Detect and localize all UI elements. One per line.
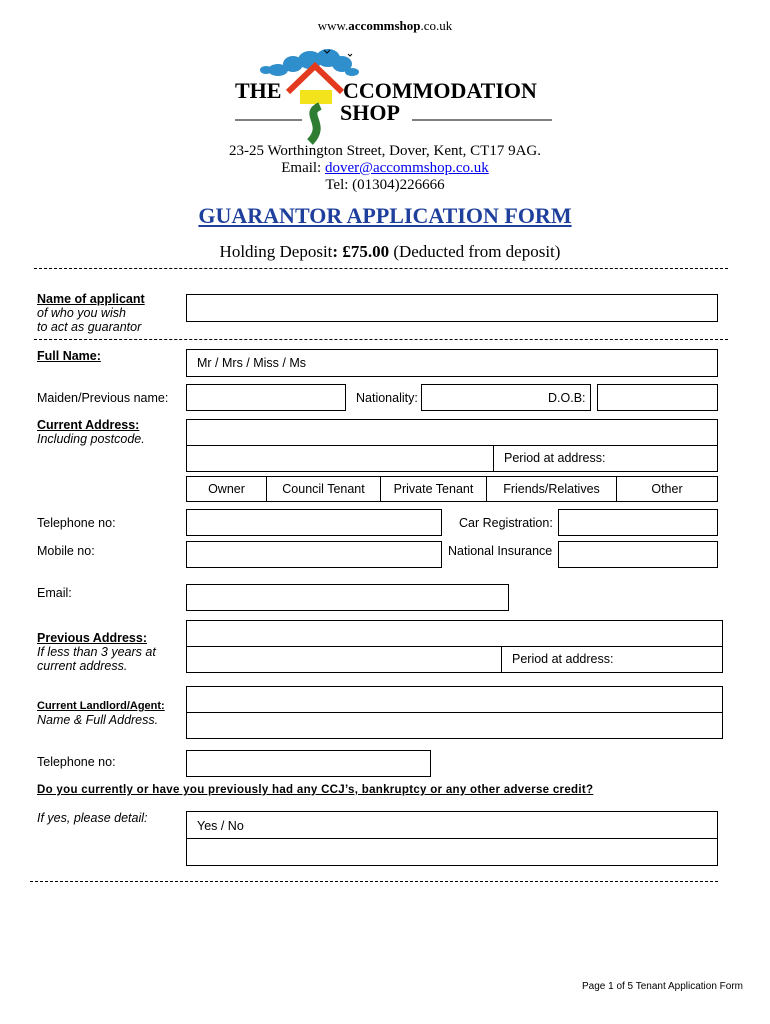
nationality-label: Nationality:: [356, 391, 418, 405]
telephone-input[interactable]: [186, 509, 442, 536]
email-label: Email:: [281, 160, 325, 176]
deposit-label: Holding Deposit: [219, 242, 333, 261]
tel-label: Tel:: [325, 177, 353, 193]
company-email-link[interactable]: dover@accommshop.co.uk: [324, 160, 489, 176]
website-url: [0, 18, 770, 34]
previous-period-label: Period at address:: [501, 646, 613, 673]
tenure-options: [186, 476, 718, 502]
applicant-name-label: Name of applicant: [37, 292, 145, 306]
ccj-question: Do you currently or have you previously had any CCJ’s, bankruptcy or any other adverse credit?: [37, 784, 594, 796]
divider-top: [34, 268, 728, 269]
current-period-label: Period at address:: [493, 445, 605, 472]
dob-label: D.O.B:: [548, 391, 586, 405]
maiden-name-label: Maiden/Previous name:: [37, 391, 169, 405]
company-tel: (01304)226666: [352, 177, 445, 193]
current-address-sub: Including postcode.: [37, 432, 145, 446]
ccj-detail-label: If yes, please detail:: [37, 811, 148, 825]
car-registration-input[interactable]: [558, 509, 718, 536]
full-name-prefill: Mr / Mrs / Miss / Ms: [197, 356, 307, 370]
company-logo: [230, 48, 560, 148]
page-footer: Page 1 of 5 Tenant Application Form: [581, 981, 743, 992]
current-address-input-line2[interactable]: [186, 445, 718, 472]
tenure-option-council[interactable]: [267, 477, 381, 501]
deposit-colon: :: [332, 242, 343, 261]
holding-deposit: [0, 242, 770, 262]
national-insurance-label: National Insurance: [448, 544, 553, 558]
maiden-name-input[interactable]: [186, 384, 346, 411]
previous-address-input-line1[interactable]: [186, 620, 723, 647]
email-input[interactable]: [186, 584, 509, 611]
logo-text-ccommodation: CCOMMODATION: [343, 78, 537, 103]
company-tel-line: [0, 177, 770, 194]
tenure-option-council-label: Council Tenant: [282, 482, 365, 496]
tenure-option-other-label: Other: [651, 482, 683, 496]
ccj-detail-input[interactable]: [186, 838, 718, 866]
telephone-label: Telephone no:: [37, 516, 116, 530]
tenure-option-friends[interactable]: [487, 477, 617, 501]
landlord-input-line1[interactable]: [186, 686, 723, 713]
tenure-option-owner-label: Owner: [208, 482, 245, 496]
divider-applicant: [34, 339, 728, 340]
full-name-label: Full Name:: [37, 349, 101, 363]
tenure-option-owner[interactable]: [187, 477, 267, 501]
website-suffix: .co.uk: [420, 18, 453, 33]
landlord-telephone-label: Telephone no:: [37, 755, 116, 769]
previous-address-input-line2[interactable]: [186, 646, 723, 673]
national-insurance-input[interactable]: [558, 541, 718, 568]
tenure-option-private-label: Private Tenant: [393, 482, 474, 496]
contact-block: [0, 143, 770, 194]
tenure-option-friends-label: Friends/Relatives: [503, 482, 600, 496]
website-domain: accommshop: [348, 18, 421, 33]
mobile-input[interactable]: [186, 541, 442, 568]
mobile-label: Mobile no:: [37, 544, 95, 558]
dob-input[interactable]: [597, 384, 718, 411]
tenure-option-other[interactable]: [617, 477, 717, 501]
full-name-input[interactable]: [186, 349, 718, 377]
previous-address-sub1: If less than 3 years at: [37, 645, 156, 659]
car-registration-label: Car Registration:: [459, 516, 553, 530]
applicant-name-sub1: of who you wish: [37, 306, 126, 320]
current-address-label: Current Address:: [37, 418, 140, 432]
previous-address-sub2: current address.: [37, 659, 128, 673]
divider-bottom: [30, 881, 718, 882]
applicant-name-input[interactable]: [186, 294, 718, 322]
company-email-line: [0, 160, 770, 177]
applicant-name-sub2: to act as guarantor: [37, 320, 142, 334]
ccj-prefill: Yes / No: [197, 819, 244, 833]
landlord-input-line2[interactable]: [186, 712, 723, 739]
landlord-label: Current Landlord/Agent:: [37, 700, 165, 712]
company-address: 23-25 Worthington Street, Dover, Kent, CT17 9AG.: [228, 143, 542, 159]
form-title: GUARANTOR APPLICATION FORM: [198, 203, 572, 228]
current-address-input-line1[interactable]: [186, 419, 718, 446]
email-field-label: Email:: [37, 586, 72, 600]
deposit-note: (Deducted from deposit): [389, 242, 561, 261]
tenure-option-private[interactable]: [381, 477, 487, 501]
landlord-sub: Name & Full Address.: [37, 713, 159, 727]
logo-text-the: THE: [235, 78, 282, 103]
website-prefix: www.: [317, 18, 349, 33]
deposit-amount: £75.00: [342, 242, 390, 261]
logo-text-shop: SHOP: [340, 100, 400, 125]
landlord-telephone-input[interactable]: [186, 750, 431, 777]
previous-address-label: Previous Address:: [37, 631, 147, 645]
ccj-yes-no-input[interactable]: [186, 811, 718, 839]
